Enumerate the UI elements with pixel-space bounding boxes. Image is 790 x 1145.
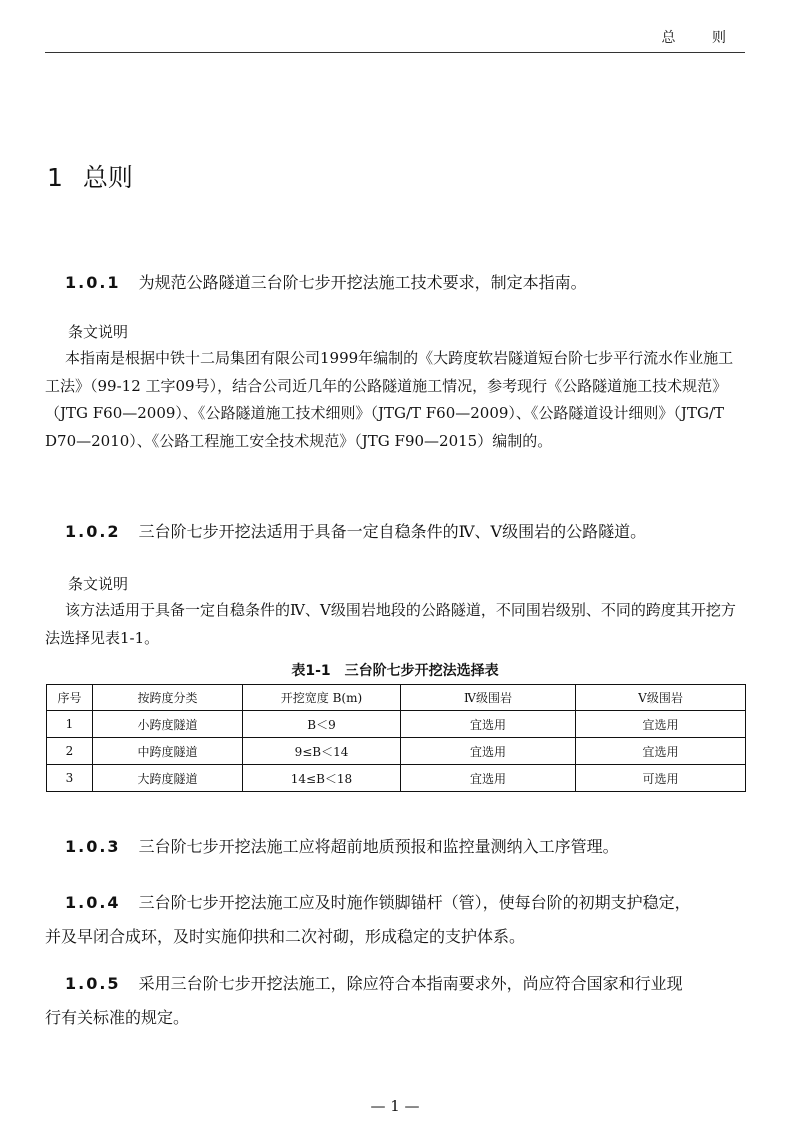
table-cell: 小跨度隧道 [93, 711, 243, 738]
clause-number: 1.0.5 [65, 974, 121, 993]
table-cell: 14≤B＜18 [243, 765, 401, 792]
clause-1-0-3 [45, 830, 748, 864]
clause-1-0-5 [45, 967, 748, 1035]
chapter-title: 总则 [82, 163, 133, 192]
table-cell: 3 [47, 765, 93, 792]
table-title: 三台阶七步开挖法选择表 [344, 663, 499, 679]
clause-1-0-4 [45, 886, 748, 954]
page-number: — 1 — [370, 1097, 420, 1115]
table-cell: 9≤B＜14 [243, 738, 401, 765]
clause-number: 1.0.2 [65, 522, 121, 541]
note-body: 该方法适用于具备一定自稳条件的Ⅳ、Ⅴ级围岩地段的公路隧道，不同围岩级别、不同的跨度其开挖方法选择见表1-1。 [45, 601, 736, 647]
clause-text: 三台阶七步开挖法施工应将超前地质预报和监控量测纳入工序管理。 [138, 837, 619, 856]
table-header-row [47, 685, 746, 711]
table-cell: 1 [47, 711, 93, 738]
clause-number: 1.0.3 [65, 837, 121, 856]
table-row [47, 711, 746, 738]
clause-1-0-1 [45, 266, 748, 300]
clause-number: 1.0.4 [65, 893, 121, 912]
chapter-number: 1 [47, 163, 63, 192]
table-cell: 可选用 [576, 765, 746, 792]
selection-table [46, 684, 746, 792]
table-cell: 大跨度隧道 [93, 765, 243, 792]
table-row [47, 765, 746, 792]
note-title: 条文说明 [68, 323, 129, 341]
table-header-cell: Ⅳ级围岩 [401, 685, 576, 711]
table-row [47, 738, 746, 765]
table-number: 表1-1 [291, 663, 331, 679]
running-header: 总 则 [661, 30, 742, 46]
note-title: 条文说明 [68, 575, 129, 593]
table-cell: 宜选用 [401, 765, 576, 792]
table-header-cell: 开挖宽度 B(m) [243, 685, 401, 711]
clause-text-line1: 三台阶七步开挖法施工应及时施作锁脚锚杆（管），使每台阶的初期支护稳定， [138, 893, 691, 912]
clause-text: 三台阶七步开挖法适用于具备一定自稳条件的Ⅳ、Ⅴ级围岩的公路隧道。 [138, 522, 647, 541]
table-header-cell: 按跨度分类 [93, 685, 243, 711]
clause-text-line2: 并及早闭合成环，及时实施仰拱和二次衬砌，形成稳定的支护体系。 [45, 927, 526, 946]
clause-text-line1: 采用三台阶七步开挖法施工，除应符合本指南要求外，尚应符合国家和行业现 [138, 974, 683, 993]
table-cell: 宜选用 [401, 738, 576, 765]
table-cell: 宜选用 [401, 711, 576, 738]
clause-text: 为规范公路隧道三台阶七步开挖法施工技术要求，制定本指南。 [138, 273, 587, 292]
table-header-cell: 序号 [47, 685, 93, 711]
clause-number: 1.0.1 [65, 273, 121, 292]
chapter-heading [47, 158, 133, 194]
clause-1-0-2 [45, 515, 748, 549]
table-header-cell: Ⅴ级围岩 [576, 685, 746, 711]
table-caption [0, 660, 790, 680]
table-cell: 中跨度隧道 [93, 738, 243, 765]
table-cell: 2 [47, 738, 93, 765]
header-rule [45, 52, 745, 53]
table-cell: 宜选用 [576, 711, 746, 738]
table-cell: 宜选用 [576, 738, 746, 765]
clause-text-line2: 行有关标准的规定。 [45, 1008, 190, 1027]
table-cell: B＜9 [243, 711, 401, 738]
note-body: 本指南是根据中铁十二局集团有限公司1999年编制的《大跨度软岩隧道短台阶七步平行流水作业施工工法》（99-12 工字09号），结合公司近几年的公路隧道施工情况，参考现行《公路隧道施工技术规范》（JTG F60—2009）、《公路隧道施工技术细则》（JTG/T F60—2009）、《公路隧道设计细则》（JTG/T D70—2010）、《公路工程施工安全技术规范》（JTG F90—2015）编制的。 [45, 349, 734, 450]
